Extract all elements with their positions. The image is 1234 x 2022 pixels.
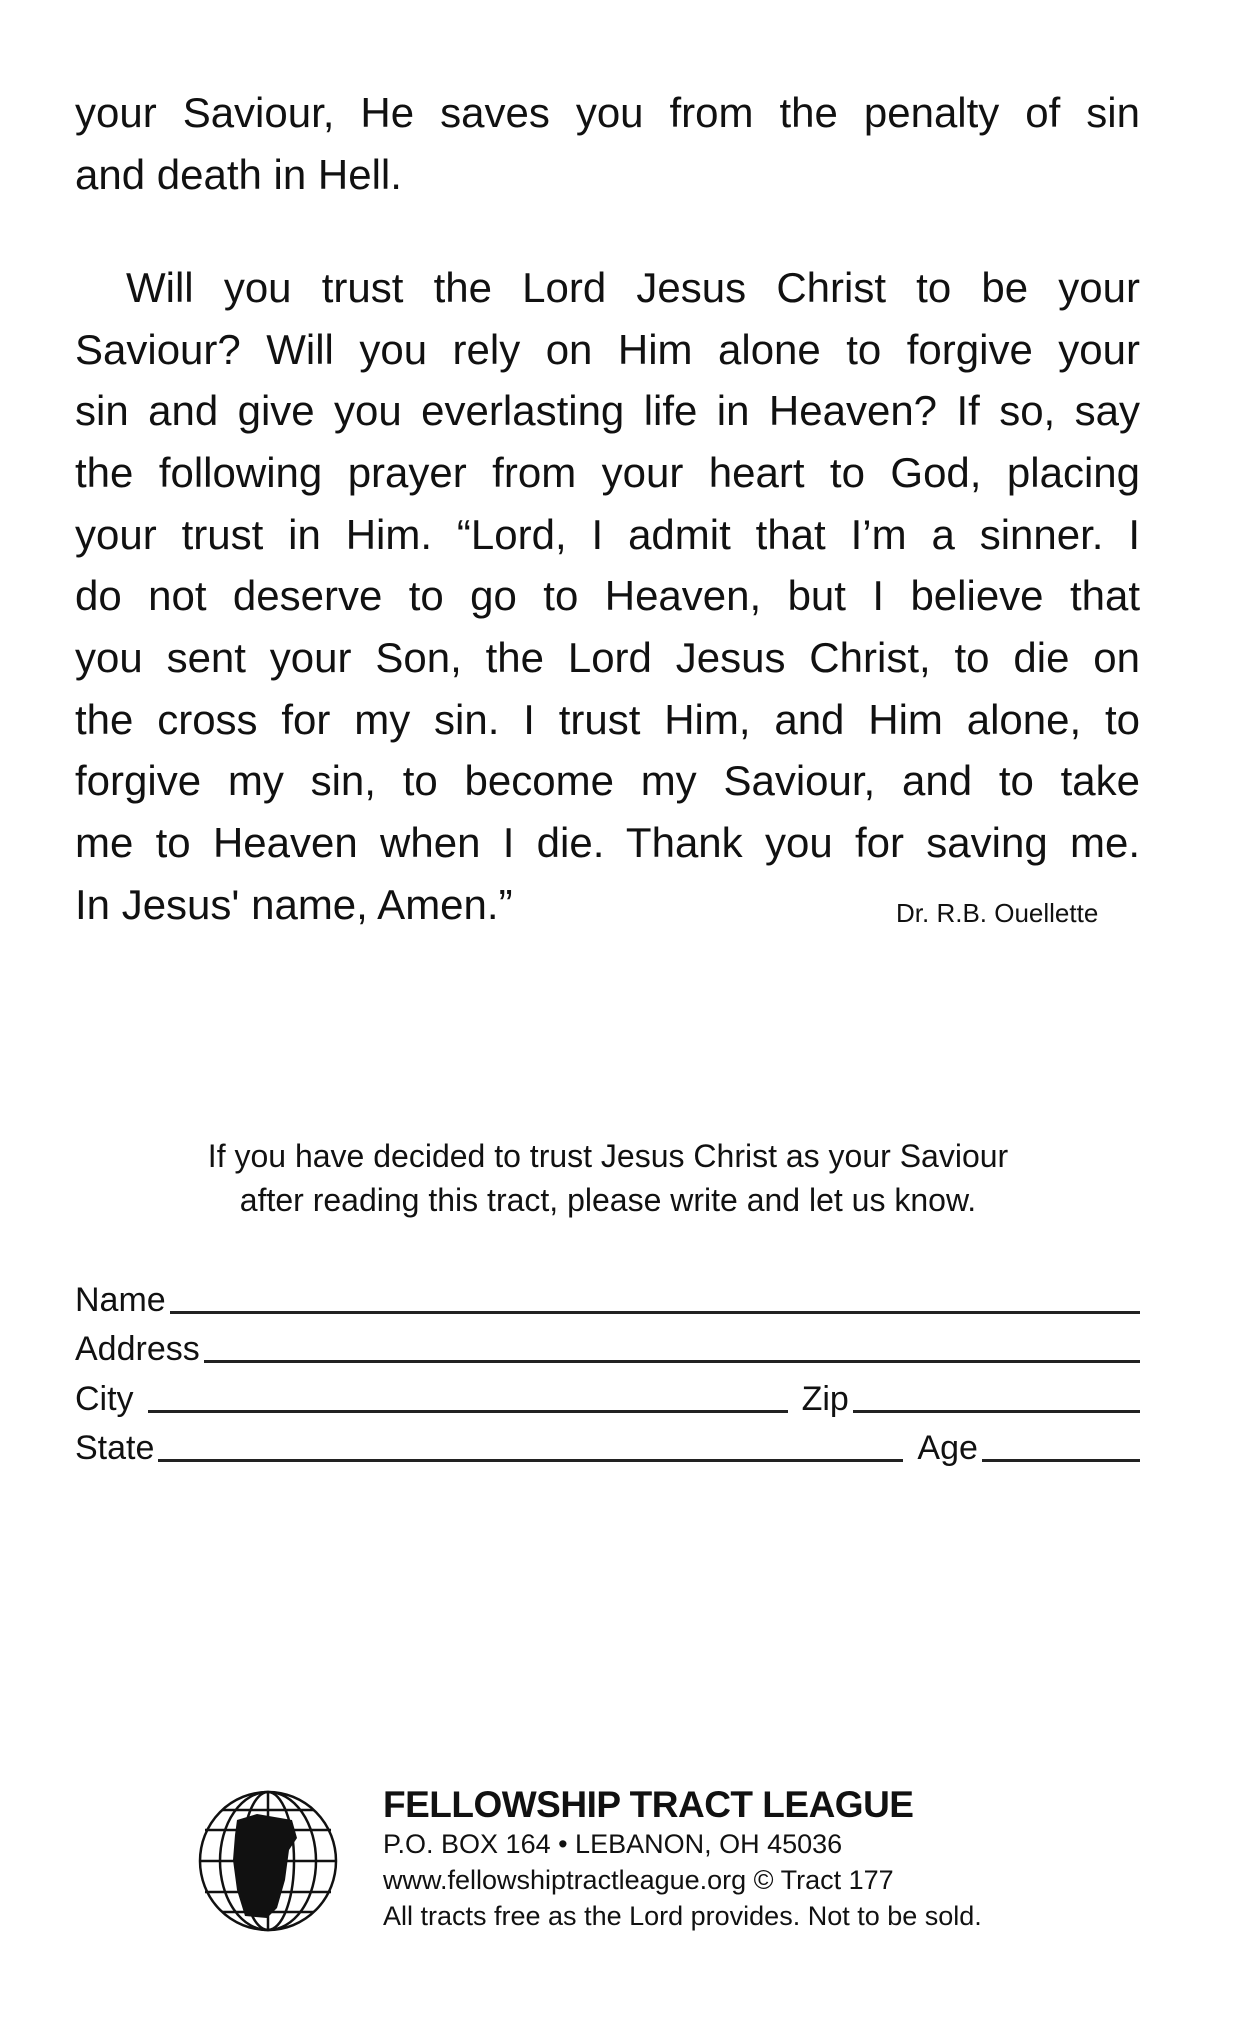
- age-field[interactable]: [982, 1459, 1140, 1462]
- city-label: City: [75, 1380, 134, 1418]
- body-line: Will you trust the Lord Jesus Christ to be your: [126, 264, 1140, 311]
- body-line: the following prayer from your heart to God, placing: [75, 449, 1140, 496]
- zip-field[interactable]: [853, 1410, 1140, 1413]
- org-name: FELLOWSHIP TRACT LEAGUE: [383, 1784, 914, 1825]
- city-field[interactable]: [148, 1410, 788, 1413]
- name-label: Name: [75, 1281, 166, 1319]
- zip-label: Zip: [801, 1380, 849, 1418]
- age-label: Age: [917, 1429, 978, 1467]
- body-line: me to Heaven when I die. Thank you for saving me.: [75, 819, 1140, 866]
- globe-with-figure-icon: [197, 1790, 339, 1932]
- body-line: the cross for my sin. I trust Him, and Him alone, to: [75, 696, 1140, 743]
- form-row-state-age: [75, 1424, 1140, 1468]
- address-field[interactable]: [204, 1360, 1140, 1363]
- name-field[interactable]: [170, 1311, 1140, 1314]
- body-line: do not deserve to go to Heaven, but I believe that: [75, 572, 1140, 619]
- state-field[interactable]: [158, 1459, 903, 1462]
- body-line: and death in Hell.: [75, 151, 402, 198]
- body-line: your trust in Him. “Lord, I admit that I’m a sinner. I: [75, 511, 1140, 558]
- address-label: Address: [75, 1330, 200, 1368]
- form-row-city-zip: [75, 1375, 1140, 1419]
- org-note: All tracts free as the Lord provides. Not to be sold.: [383, 1901, 982, 1931]
- body-line: you sent your Son, the Lord Jesus Christ, to die on: [75, 634, 1140, 681]
- body-line: In Jesus' name, Amen.”: [75, 881, 513, 928]
- invitation-line: If you have decided to trust Jesus Christ as your Saviour: [207, 1138, 1009, 1174]
- org-website: www.fellowshiptractleague.org © Tract 177: [383, 1865, 894, 1895]
- body-line: forgive my sin, to become my Saviour, and to take: [75, 757, 1140, 804]
- signature: Dr. R.B. Ouellette: [896, 898, 1099, 928]
- form-row-address: [75, 1325, 1140, 1369]
- body-line: Saviour? Will you rely on Him alone to forgive your: [75, 326, 1140, 373]
- body-line: your Saviour, He saves you from the penalty of sin: [75, 89, 1140, 136]
- body-line: sin and give you everlasting life in Heaven? If so, say: [75, 387, 1140, 434]
- state-label: State: [75, 1429, 155, 1467]
- invitation-line: after reading this tract, please write and let us know.: [239, 1182, 977, 1218]
- org-address: P.O. BOX 164 • LEBANON, OH 45036: [383, 1829, 843, 1859]
- form-row-name: [75, 1276, 1140, 1320]
- footer: [383, 1784, 982, 1934]
